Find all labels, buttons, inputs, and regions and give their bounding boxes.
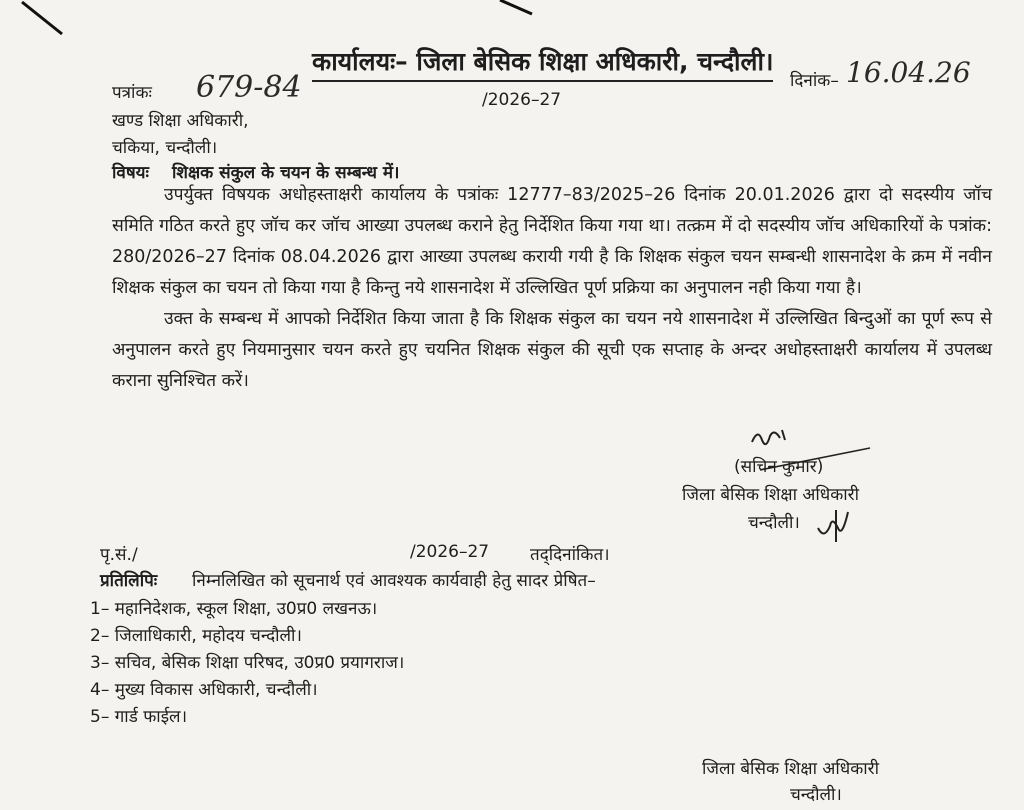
copy-text: निम्नलिखित को सूचनार्थ एवं आवश्यक कार्यवाही हेतु सादर प्रेषित– bbox=[192, 571, 596, 591]
copy-list-item: 2– जिलाधिकारी, महोदय चन्दौली। bbox=[90, 626, 302, 646]
letter-year: /2026–27 bbox=[482, 90, 562, 110]
copy-list-item: 1– महानिदेशक, स्कूल शिक्षा, उ0प्र0 लखनऊ। bbox=[90, 599, 378, 619]
ref-year: /2026–27 bbox=[410, 542, 490, 562]
ref-date: तद्‌दिनांकित। bbox=[530, 545, 610, 565]
signatory-place: चन्दौली। bbox=[748, 513, 800, 533]
signatory-designation: जिला बेसिक शिक्षा अधिकारी bbox=[682, 485, 860, 505]
recipient-line1: खण्ड शिक्षा अधिकारी, bbox=[112, 111, 249, 131]
letter-no-handwritten: 679-84 bbox=[196, 70, 302, 105]
subject-label: विषयः bbox=[112, 163, 149, 183]
subject-text: शिक्षक संकुल के चयन के सम्बन्ध में। bbox=[172, 163, 400, 183]
body-text bbox=[112, 180, 992, 397]
letter-no-label: पत्रांकः bbox=[112, 83, 152, 103]
date-handwritten: 16.04.26 bbox=[846, 56, 971, 89]
body-para2: उक्त के सम्बन्ध में आपको निर्देशित किया जाता है कि शिक्षक संकुल का चयन नये शासनादेश में उल्लिखित बिन्दुओं का पूर्ण रूप से अनुपालन करते हुए नियमानुसार चयन करते हुए चयनित शिक्षक संकुल की सूची एक सप्ताह के अन्दर अधोहस्ताक्षरी कार्यालय में उपलब्ध कराना सुनिश्चित करें। bbox=[112, 309, 992, 391]
signatory-name: (सचिन कुमार) bbox=[734, 457, 824, 477]
copy-list-item: 3– सचिव, बेसिक शिक्षा परिषद, उ0प्र0 प्रयागराज। bbox=[90, 653, 405, 673]
copy-label: प्रतिलिपिः bbox=[100, 571, 158, 591]
body-para1: उपर्युक्त विषयक अधोहस्ताक्षरी कार्यालय के पत्रांकः 12777–83/2025–26 दिनांक 20.01.2026 द्वारा दो सदस्यीय जॉच समिति गठित करते हुए जॉच कर जॉच आख्या उपलब्ध कराने हेतु निर्देशित किया गया था। तत्क्रम में दो सदस्यीय जॉच अधिकारियों के पत्रांक: 280/2026–27 दिनांक 08.04.2026 द्वारा आख्या उपलब्ध करायी गयी है कि शिक्षक संकुल चयन सम्बन्धी शासनादेश के क्रम में नवीन शिक्षक संकुल का चयन तो किया गया है किन्तु नये शासनादेश में उल्लिखित पूर्ण प्रक्रिया का अनुपालन नही किया गया है। bbox=[112, 185, 992, 298]
recipient-line2: चकिया, चन्दौली। bbox=[112, 138, 218, 158]
copy-list-item: 4– मुख्य विकास अधिकारी, चन्दौली। bbox=[90, 680, 318, 700]
ref-label: पृ.सं./ bbox=[100, 545, 138, 565]
footer-place: चन्दौली। bbox=[790, 785, 842, 805]
copy-list-item: 5– गार्ड फाईल। bbox=[90, 707, 188, 727]
office-title: कार्यालयः– जिला बेसिक शिक्षा अधिकारी, चन्दौली। bbox=[312, 44, 773, 82]
date-label: दिनांक– bbox=[790, 71, 839, 91]
footer-designation: जिला बेसिक शिक्षा अधिकारी bbox=[702, 759, 880, 779]
